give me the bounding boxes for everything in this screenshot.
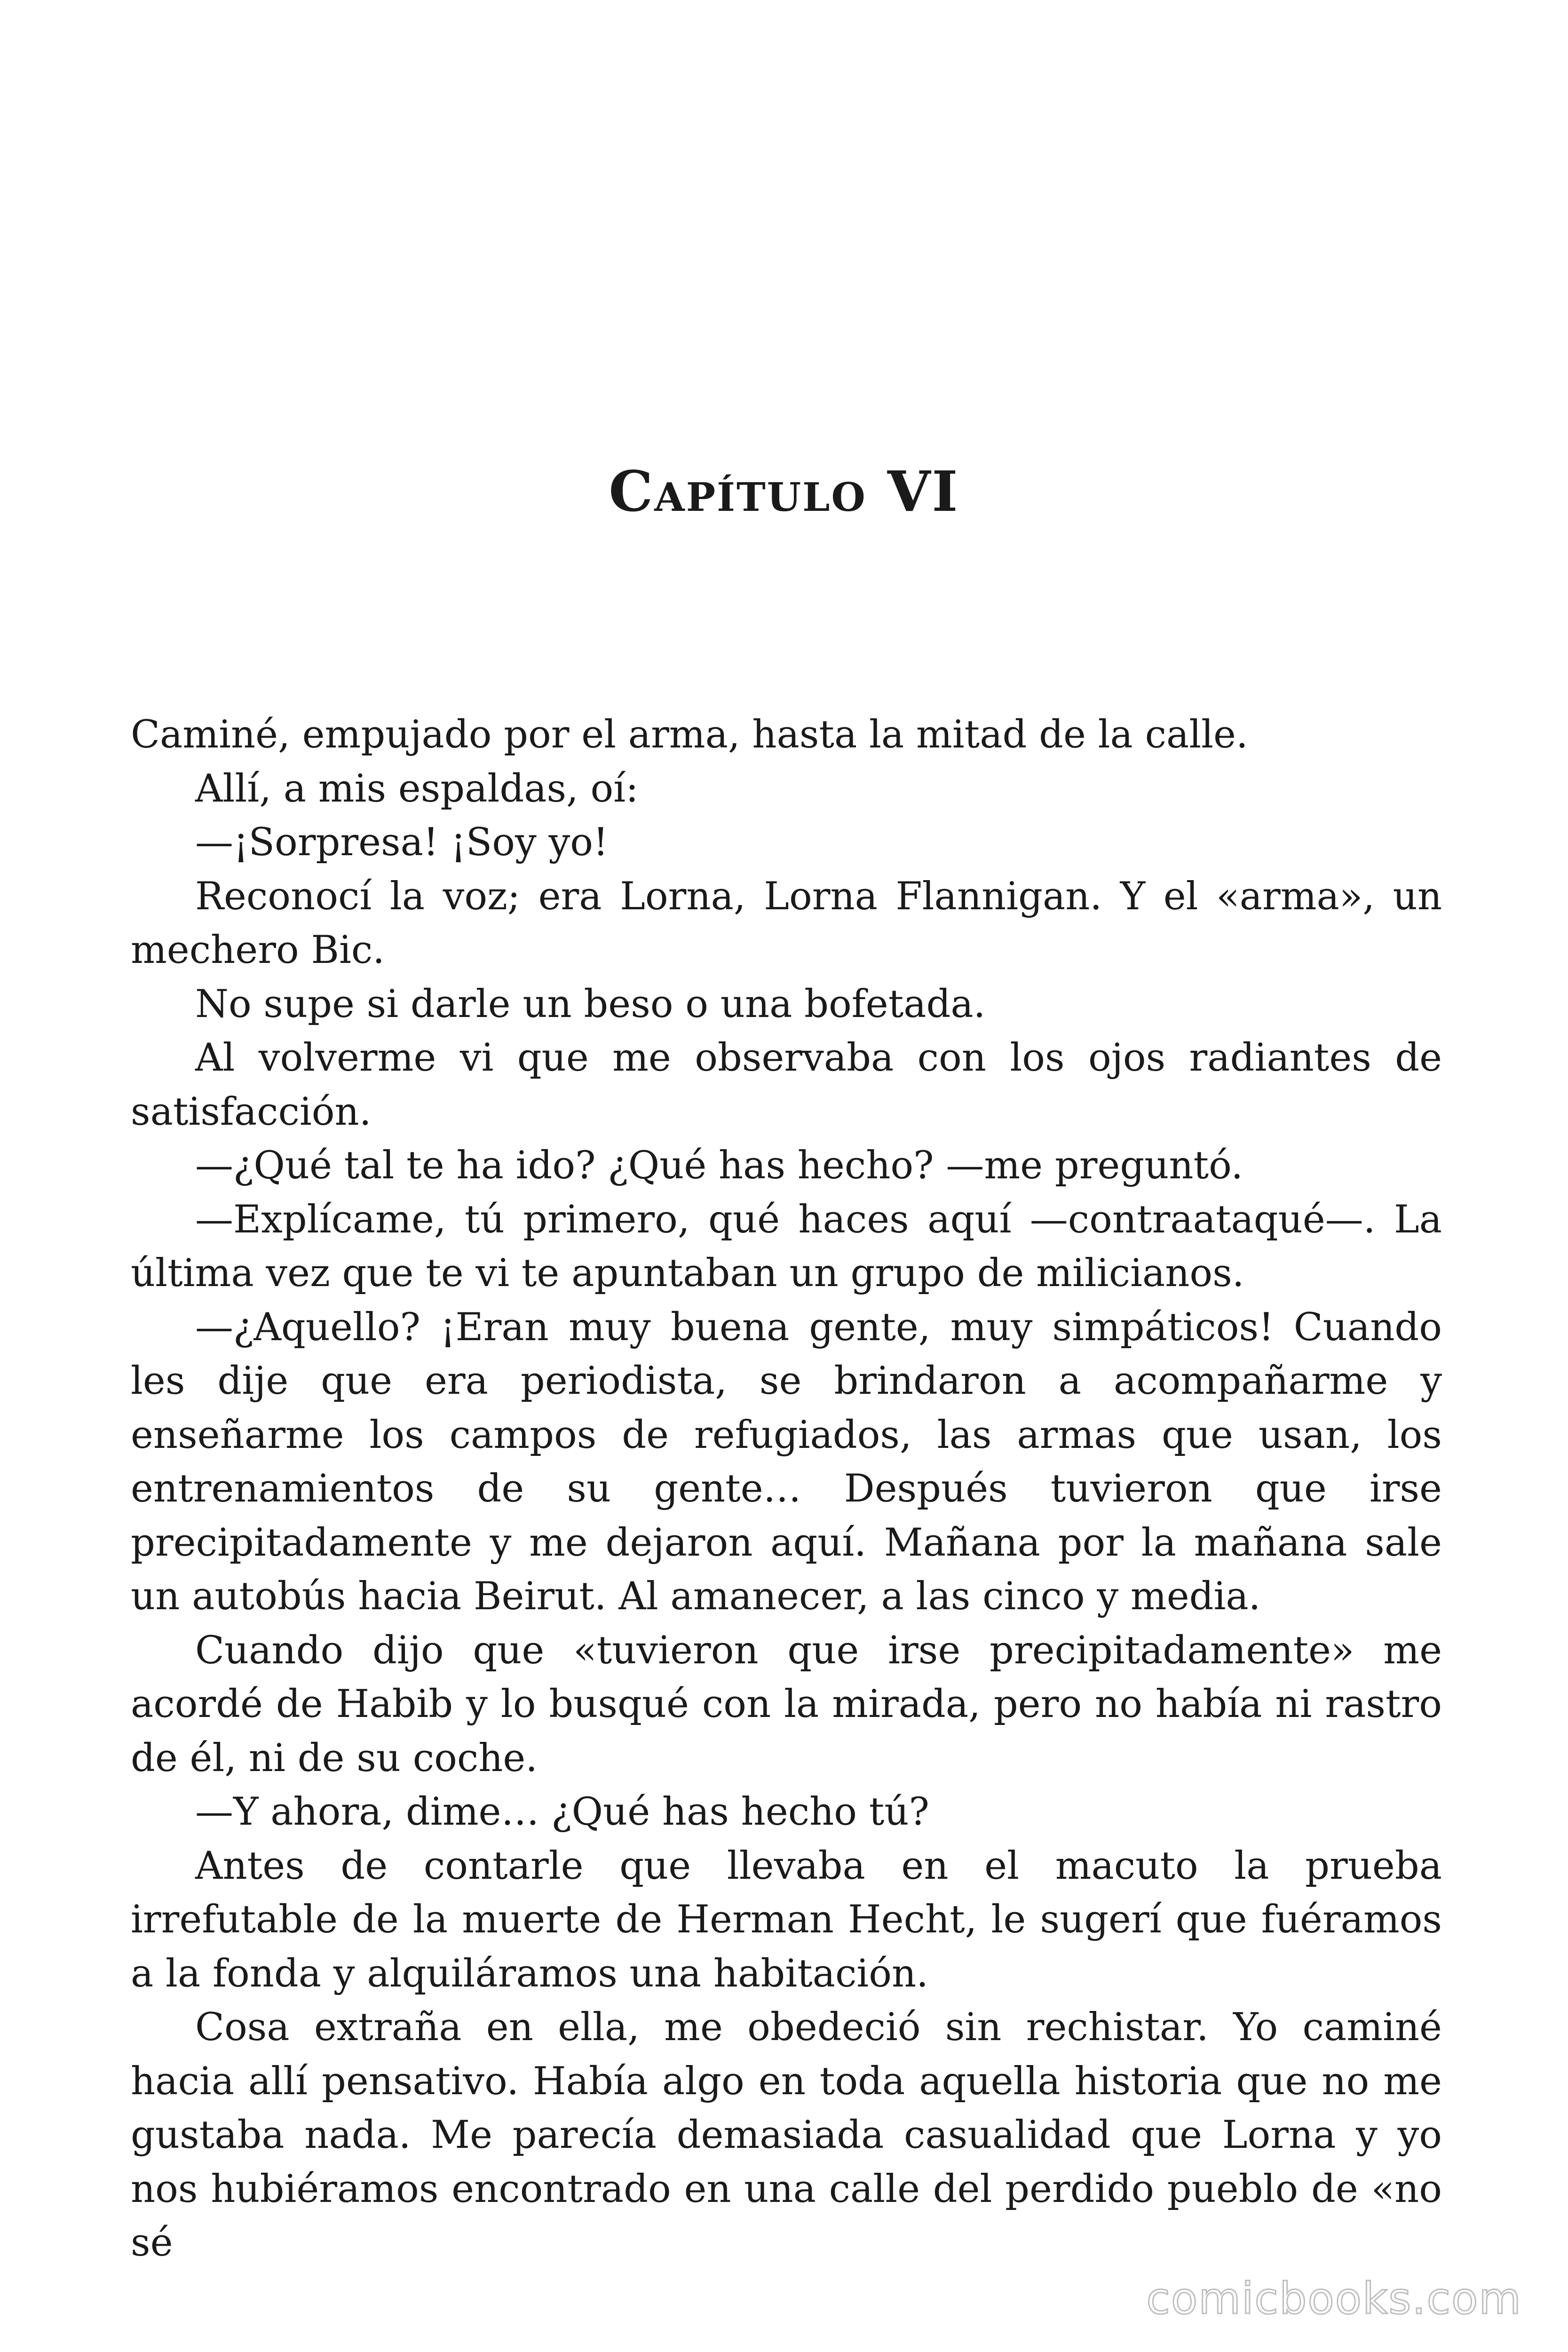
- chapter-body: [131, 708, 1442, 2270]
- paragraph: Cuando dijo que «tuvieron que irse precipitadamente» me acordé de Habib y lo busqué con la mirada, pero no había ni rastro de él, ni de su coche.: [131, 1628, 1442, 1780]
- paragraph: —¿Aquello? ¡Eran muy buena gente, muy simpáticos! Cuando les dije que era periodista, se brindaron a acompañarme y enseñarme los campos de refugiados, las armas que usan, los entrenamientos de su gente… Después tuvieron que irse precipitadamente y me dejaron aquí. Mañana por la mañana sale un autobús hacia Beirut. Al amanecer, a las cinco y media.: [131, 1305, 1442, 1619]
- paragraph: Allí, a mis espaldas, oí:: [195, 766, 639, 811]
- paragraph: —Explícame, tú primero, qué haces aquí —contraataqué—. La última vez que te vi te apuntaban un grupo de milicianos.: [131, 1197, 1442, 1295]
- paragraph: Caminé, empujado por el arma, hasta la mitad de la calle.: [131, 713, 1248, 757]
- paragraph: Antes de contarle que llevaba en el macuto la prueba irrefutable de la muerte de Herman Hecht, le sugerí que fuéramos a la fonda y alquiláramos una habitación.: [131, 1843, 1442, 1996]
- paragraph: Reconocí la voz; era Lorna, Lorna Flannigan. Y el «arma», un mechero Bic.: [131, 874, 1442, 972]
- paragraph: No supe si darle un beso o una bofetada.: [195, 982, 986, 1026]
- paragraph: Al volverme vi que me observaba con los ojos radiantes de satisfacción.: [131, 1036, 1442, 1134]
- paragraph: Cosa extraña en ella, me obedeció sin rechistar. Yo caminé hacia allí pensativo. Había algo en toda aquella historia que no me gustaba nada. Me parecía demasiada casualidad que Lorna y yo nos hubiéramos encontrado en una calle del perdido pueblo de «no sé: [131, 2005, 1442, 2265]
- chapter-title: Capítulo VI: [609, 459, 959, 524]
- watermark: comicbooks.com: [1146, 2273, 1522, 2324]
- paragraph: —¡Sorpresa! ¡Soy yo!: [195, 820, 609, 865]
- paragraph: —Y ahora, dime… ¿Qué has hecho tú?: [195, 1790, 929, 1834]
- paragraph: —¿Qué tal te ha ido? ¿Qué has hecho? —me preguntó.: [195, 1144, 1243, 1188]
